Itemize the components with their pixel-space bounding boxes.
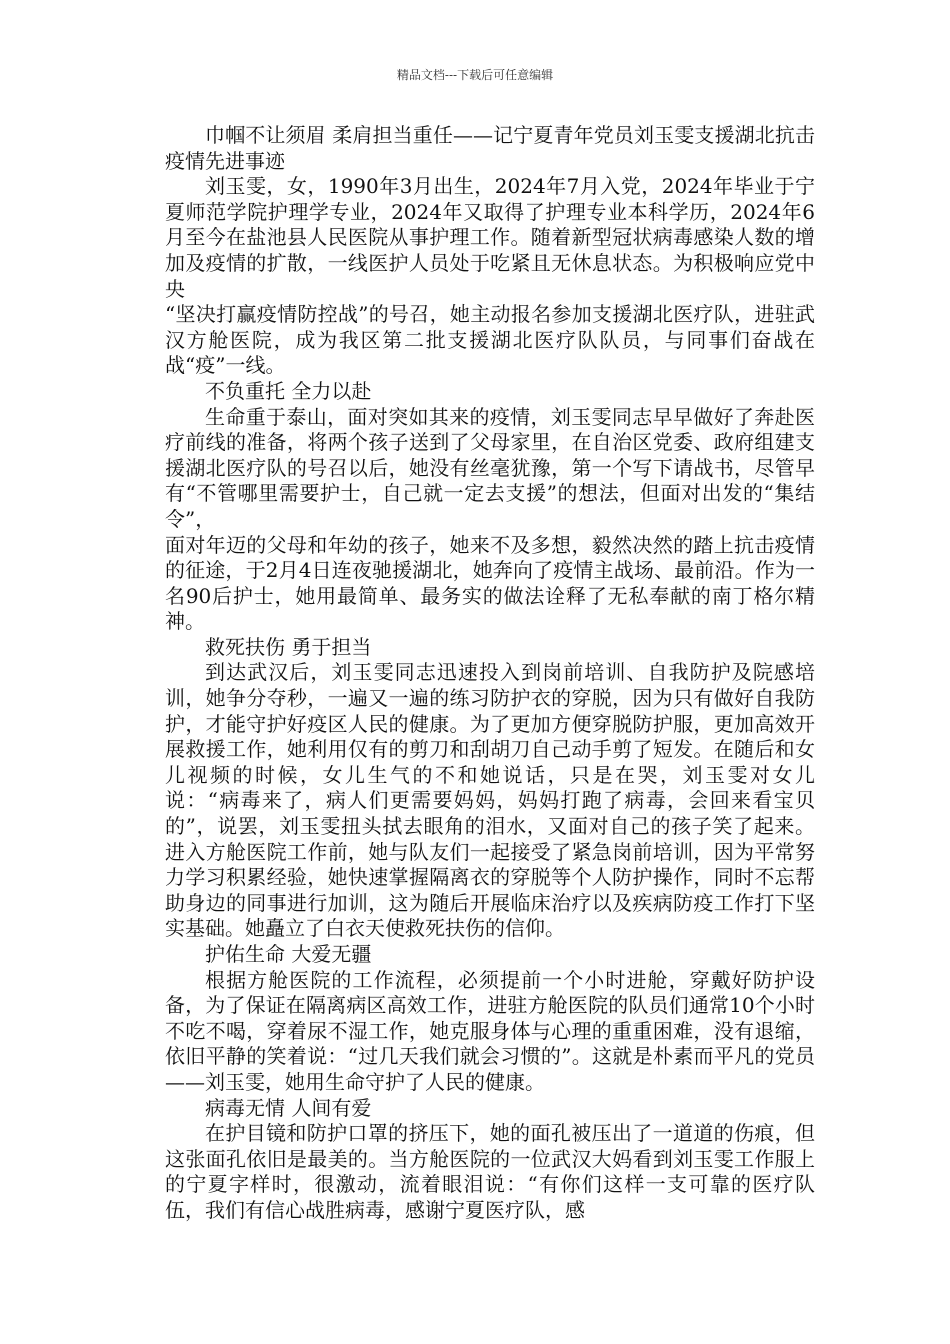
article-title: 巾帼不让须眉 柔肩担当重任——记宁夏青年党员刘玉雯支援湖北抗击疫情先进事迹 (165, 123, 815, 173)
page-header: 精品文档---下载后可任意编辑 (396, 68, 554, 82)
section-heading: 不负重托 全力以赴 (205, 378, 372, 403)
paragraph: 到达武汉后，刘玉雯同志迅速投入到岗前培训、自我防护及院感培训，她争分夺秒，一遍又一遍的练习防护衣的穿脱，因为只有做好自我防护，才能守护好疫区人民的健康。为了更加方便穿脱防护服，更加高效开展救援工作，她利用仅有的剪刀和刮胡刀自己动手剪了短发。在随后和女儿视频的时候，女儿生气的不和她说话，只是在哭，刘玉雯对女儿说：“病毒来了，病人们更需要妈妈，妈妈打跑了病毒，会回来看宝贝的”，说罢，刘玉雯扭头拭去眼角的泪水，又面对自己的孩子笑了起来。进入方舱医院工作前，她与队友们一起接受了紧急岗前培训，因为平常努力学习积累经验，她快速掌握隔离衣的穿脱等个人防护操作，同时不忘帮助身边的同事进行加训，这为随后开展临床治疗以及疾病防疫工作打下坚实基础。她矗立了白衣天使救死扶伤的信仰。 (165, 660, 815, 941)
paragraph: 刘玉雯，女，1990年3月出生，2024年7月入党，2024年毕业于宁夏师范学院护理学专业，2024年又取得了护理专业本科学历，2024年6月至今在盐池县人民医院从事护理工作。随着新型冠状病毒感染人数的增加及疫情的扩散，一线医护人员处于吃紧且无休息状态。为积极响应党中央 (165, 174, 815, 301)
article-body (165, 123, 815, 1224)
paragraph: 在护目镜和防护口罩的挤压下，她的面孔被压出了一道道的伤痕，但这张面孔依旧是最美的。当方舱医院的一位武汉大妈看到刘玉雯工作服上的宁夏字样时，很激动，流着眼泪说：“有你们这样一支可靠的医疗队伍，我们有信心战胜病毒，感谢宁夏医疗队，感 (165, 1121, 815, 1222)
section-heading: 救死扶伤 勇于担当 (205, 634, 372, 659)
section-heading: 护佑生命 大爱无疆 (205, 942, 372, 966)
paragraph: 面对年迈的父母和年幼的孩子，她来不及多想，毅然决然的踏上抗击疫情的征途，于2月4日连夜驰援湖北，她奔向了疫情主战场、最前沿。作为一名90后护士，她用最简单、最务实的做法诠释了无私奉献的南丁格尔精神。 (165, 532, 815, 634)
paragraph: 根据方舱医院的工作流程，必须提前一个小时进舱，穿戴好防护设备，为了保证在隔离病区高效工作，进驻方舱医院的队员们通常10个小时不吃不喝，穿着尿不湿工作，她克服身体与心理的重重困难，没有退缩，依旧平静的笑着说：“过几天我们就会习惯的”。这就是朴素而平凡的党员——刘玉雯，她用生命守护了人民的健康。 (165, 967, 815, 1094)
paragraph: 生命重于泰山，面对突如其来的疫情，刘玉雯同志早早做好了奔赴医疗前线的准备，将两个孩子送到了父母家里，在自治区党委、政府组建支援湖北医疗队的号召以后，她没有丝毫犹豫，第一个写下请战书，尽管早有“不管哪里需要护士，自己就一定去支援”的想法，但面对出发的“集结令”， (165, 404, 815, 531)
section-heading: 病毒无情 人间有爱 (205, 1095, 372, 1120)
paragraph: “坚决打赢疫情防控战”的号召，她主动报名参加支援湖北医疗队，进驻武汉方舱医院，成为我区第二批支援湖北医疗队队员，与同事们奋战在战“疫”一线。 (165, 302, 815, 378)
